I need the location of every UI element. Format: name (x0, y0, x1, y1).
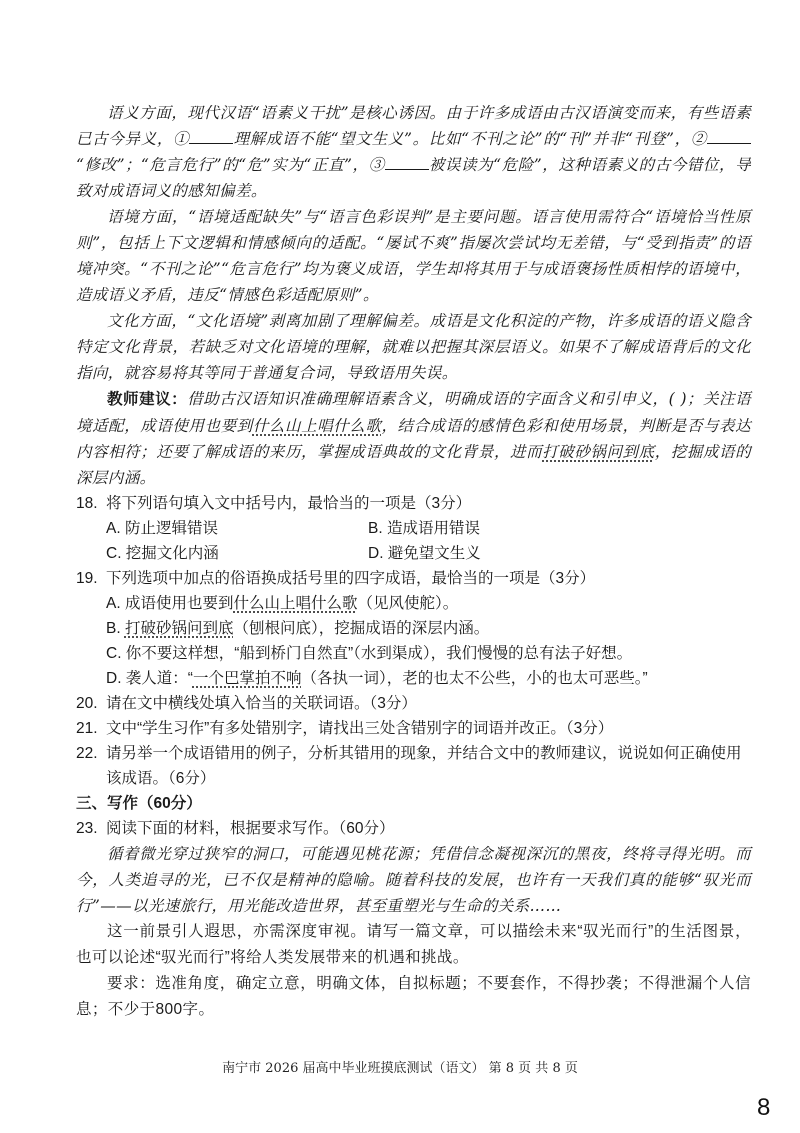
question-21: 21. 文中“学生习作”有多处错别字，请找出三处含错别字的词语并改正。（3分） (76, 720, 614, 737)
fill-blank-2 (707, 129, 751, 144)
option-a: A. 防止逻辑错误 (106, 520, 218, 537)
option-c: C. 挖掘文化内涵 (106, 545, 219, 562)
page-content (76, 100, 751, 1023)
option-b: B. 打破砂锅问到底（刨根问底），挖掘成语的深层内涵。 (106, 620, 490, 637)
paragraph-teacher-advice: 教师建议：借助古汉语知识准确理解语素含义，明确成语的字面含义和引申义，( )；关注语境适配，成语使用也要到什么山上唱什么歌，结合成语的感情色彩和使用场景，判断是否与表达内容相符；还要了解成语的来历，掌握成语典故的文化背景，进而打破砂锅问到底，挖掘成语的深层内涵。 (76, 390, 752, 487)
dotted-proverb-1: 什么山上唱什么歌 (252, 417, 382, 435)
writing-requirements: 要求：选准角度，确定立意，明确文体，自拟标题；不要套作，不得抄袭；不得泄漏个人信息；不少于800字。 (76, 975, 751, 1018)
page-footer: 南宁市 2026 届高中毕业班摸底测试（语文） 第 8 页 共 8 页 (222, 1061, 578, 1076)
option-b: B. 造成语用错误 (368, 520, 480, 537)
dotted-proverb-2: 打破砂锅问到底 (542, 443, 655, 461)
paragraph-semantics: 语义方面，现代汉语“语素义干扰”是核心诱因。由于许多成语由古汉语演变而来，有些语素已古今异义，① 理解成语不能“望文生义”。比如“不刊之论”的“刊”并非“刊登”，②“修改”；“危言危行”的“危”实为“正直”，③ 被误读为“危险”，这种语素义的古今错位，导致对成语词义的感知偏差。 (76, 104, 751, 200)
question-18-options (76, 516, 751, 566)
page-number: 8 (757, 1094, 771, 1121)
option-a: A. 成语使用也要到什么山上唱什么歌（见风使舵）。 (106, 595, 459, 612)
paragraph-context: 语境方面，“语境适配缺失”与“语言色彩误判”是主要问题。语言使用需符合“语境恰当性原则”，包括上下文逻辑和情感倾向的适配。“屡试不爽”指屡次尝试均无差错，与“受到指责”的语境冲突。“不刊之论”“危言危行”均为褒义成语，学生却将其用于与成语褒扬性质相悖的语境中，造成语义矛盾，违反“情感色彩适配原则”。 (76, 208, 751, 304)
question-23: 23. 阅读下面的材料，根据要求写作。（60分） (76, 820, 395, 837)
writing-prompt: 这一前景引人遐思，亦需深度审视。请写一篇文章，可以描绘未来“驭光而行”的生活图景，也可以论述“驭光而行”将给人类发展带来的机遇和挑战。 (76, 923, 751, 966)
fill-blank-3 (385, 155, 429, 170)
writing-material: 循着微光穿过狭窄的洞口，可能遇见桃花源；凭借信念凝视深沉的黑夜，终将寻得光明。而今，人类追寻的光，已不仅是精神的隐喻。随着科技的发展，也许有一天我们真的能够“驭光而行”——以光速旅行，用光能改造世界，甚至重塑光与生命的关系…… (76, 845, 751, 915)
question-20: 20. 请在文中横线处填入恰当的关联词语。（3分） (76, 695, 417, 712)
option-c: C. 你不要这样想，“船到桥门自然直”（水到渠成），我们慢慢的总有法子好想。 (106, 645, 633, 662)
question-18: 18. 将下列语句填入文中括号内，最恰当的一项是（3分） (76, 495, 472, 512)
option-d: D. 袭人道：“一个巴掌拍不响（各执一词），老的也太不公些，小的也太可恶些。” (106, 670, 648, 687)
teacher-advice-label: 教师建议： (107, 391, 188, 408)
question-19: 19. 下列选项中加点的俗语换成括号里的四字成语，最恰当的一项是（3分） (76, 570, 596, 587)
question-22: 22. 请另举一个成语错用的例子，分析其错用的现象，并结合文中的教师建议，说说如何正确使用该成语。（6分） (76, 745, 742, 787)
fill-blank-1 (189, 129, 233, 144)
section-heading-writing: 三、写作（60分） (76, 795, 202, 812)
paragraph-culture: 文化方面，“文化语境”剥离加剧了理解偏差。成语是文化积淀的产物，许多成语的语义隐含特定文化背景，若缺乏对文化语境的理解，就难以把握其深层语义。如果不了解成语背后的文化指向，就容易将其等同于普通复合词，导致语用失误。 (76, 312, 751, 382)
option-d: D. 避免望文生义 (368, 545, 481, 562)
